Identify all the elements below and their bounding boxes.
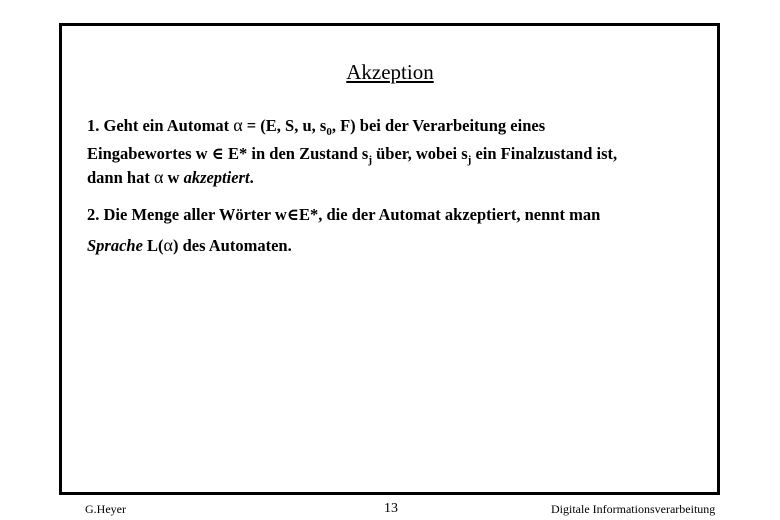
- slide-title: Akzeption: [346, 60, 434, 84]
- p1-line3-b: w: [163, 168, 184, 187]
- p1-line3-a: dann hat: [87, 168, 154, 187]
- p1-text-b: = (E, S, u, s: [242, 116, 327, 135]
- paragraph-1-line-1: [87, 116, 545, 138]
- alpha-symbol-2: α: [153, 167, 164, 187]
- paragraph-2-line-1: 2. Die Menge aller Wörter w∈E*, die der Automat akzeptiert, nennt man: [87, 205, 601, 224]
- footer-page-number: 13: [384, 501, 398, 516]
- alpha-symbol: α: [233, 115, 243, 135]
- alpha-symbol-3: α: [163, 235, 173, 255]
- p1-text-c: , F) bei der Verarbeitung eines: [331, 116, 546, 135]
- subscript-0: 0: [326, 126, 332, 138]
- footer-course: Digitale Informationsverarbeitung: [551, 502, 716, 516]
- akzeptiert-italic: akzeptiert: [183, 168, 250, 187]
- p2-line2-b: ) des Automaten.: [172, 236, 292, 255]
- paragraph-2-line-2: [87, 236, 292, 255]
- p2-line2-a: L(: [142, 236, 164, 255]
- paragraph-1-line-2: [87, 146, 617, 166]
- p1-line2-b: über, wobei s: [372, 144, 468, 163]
- p1-line2-a: Eingabewortes w ∈ E* in den Zustand s: [87, 144, 369, 163]
- slide-frame: [59, 23, 720, 495]
- subscript-j-2: j: [467, 154, 472, 166]
- sprache-italic: Sprache: [87, 236, 143, 255]
- p1-text-a: 1. Geht ein Automat: [87, 116, 234, 135]
- subscript-j-1: j: [368, 154, 372, 166]
- footer-author: G.Heyer: [85, 502, 126, 516]
- paragraph-1-line-3: [87, 168, 254, 187]
- p1-line2-c: ein Finalzustand ist,: [471, 144, 618, 163]
- p1-line3-end: .: [249, 168, 254, 187]
